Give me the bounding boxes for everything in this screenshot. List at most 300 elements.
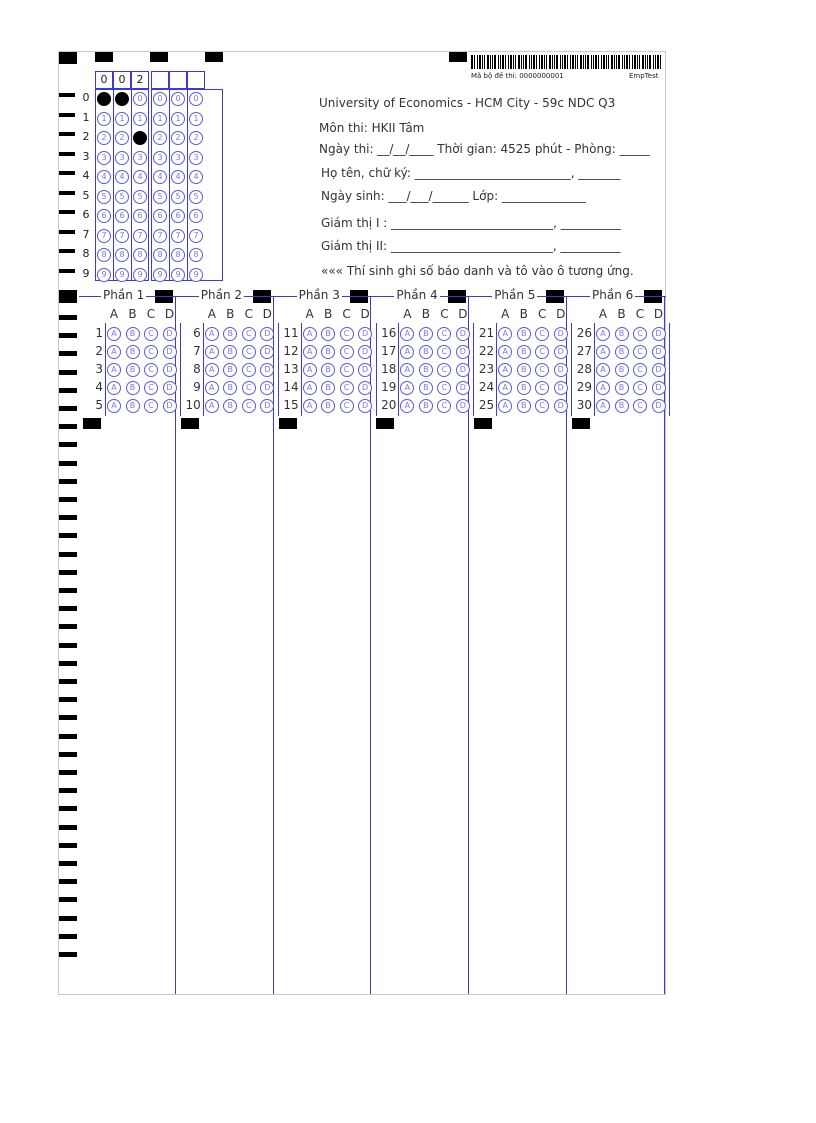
timing-mark (59, 897, 77, 902)
student-id-bubble[interactable]: 8 (153, 248, 167, 262)
barcode-bar (655, 55, 656, 69)
student-id-bubble[interactable]: 7 (189, 229, 203, 243)
answer-bubble[interactable]: A (596, 399, 610, 413)
answer-bubble[interactable]: C (144, 381, 158, 395)
timing-mark (59, 952, 77, 957)
answer-bubble[interactable]: A (400, 381, 414, 395)
answer-bubble[interactable]: D (358, 381, 372, 395)
timing-mark (59, 52, 77, 64)
answer-bubble[interactable]: D (554, 327, 568, 341)
answer-bubble[interactable]: D (652, 327, 666, 341)
student-id-bubble[interactable]: 4 (97, 170, 111, 184)
answer-bubble[interactable]: D (456, 327, 470, 341)
answer-bubble[interactable]: D (260, 345, 274, 359)
answer-bubble[interactable]: C (340, 399, 354, 413)
answer-bubble[interactable]: A (596, 327, 610, 341)
barcode-bar (577, 55, 578, 69)
answer-bubble[interactable]: C (437, 363, 451, 377)
brand-label: EmpTest (629, 72, 659, 80)
answer-bubble[interactable]: C (144, 399, 158, 413)
option-header: C (537, 307, 547, 321)
barcode-bar (477, 55, 478, 69)
answer-bubble[interactable]: A (596, 363, 610, 377)
answer-bubble[interactable]: A (400, 363, 414, 377)
student-id-bubble[interactable]: 7 (97, 229, 111, 243)
answer-bubble[interactable]: C (633, 381, 647, 395)
student-id-digit-box[interactable]: 0 (113, 71, 131, 89)
question-number: 16 (381, 326, 397, 340)
question-number: 10 (185, 398, 201, 412)
answer-bubble[interactable]: B (321, 345, 335, 359)
student-id-bubble[interactable]: 4 (189, 170, 203, 184)
row-digit-label: 7 (82, 227, 90, 241)
answer-bubble[interactable]: B (517, 399, 531, 413)
option-header: B (323, 307, 333, 321)
answer-bubble[interactable]: B (517, 363, 531, 377)
barcode-bar (614, 55, 615, 69)
answer-bubble[interactable]: D (163, 381, 177, 395)
answer-bubble[interactable]: C (633, 345, 647, 359)
answer-bubble[interactable]: C (242, 345, 256, 359)
answer-bubble[interactable]: B (321, 327, 335, 341)
barcode-bar (523, 55, 524, 69)
answer-bubble[interactable]: A (596, 345, 610, 359)
student-id-bubble[interactable]: 6 (115, 209, 129, 223)
answer-bubble[interactable]: B (223, 399, 237, 413)
answer-bubble[interactable]: B (615, 327, 629, 341)
answer-bubble[interactable]: C (437, 399, 451, 413)
student-id-bubble[interactable]: 9 (171, 268, 185, 282)
answer-bubble[interactable]: D (260, 399, 274, 413)
timing-mark (59, 624, 77, 629)
question-number: 26 (576, 326, 592, 340)
answer-bubble[interactable]: B (126, 381, 140, 395)
option-header: A (598, 307, 608, 321)
student-id-bubble[interactable]: 0 (133, 92, 147, 106)
timing-mark (59, 191, 75, 195)
answer-bubble[interactable]: A (107, 327, 121, 341)
answer-bubble[interactable]: D (456, 399, 470, 413)
answer-bubble[interactable]: C (144, 345, 158, 359)
question-number: 25 (478, 398, 495, 412)
answer-bubble[interactable]: A (498, 381, 512, 395)
option-header: D (458, 307, 468, 321)
student-id-bubble[interactable]: 3 (115, 151, 129, 165)
barcode-bar (639, 55, 640, 69)
answer-bubble[interactable]: A (498, 327, 512, 341)
student-id-bubble[interactable]: 3 (133, 151, 147, 165)
student-id-digit-box[interactable] (169, 71, 187, 89)
answer-bubble[interactable]: B (126, 345, 140, 359)
barcode-bar (618, 55, 620, 69)
barcode-bar (564, 55, 566, 69)
barcode-bar (546, 55, 547, 69)
answer-bubble[interactable]: B (615, 363, 629, 377)
barcode-bar (611, 55, 613, 69)
student-id-bubble[interactable]: 2 (133, 131, 147, 145)
student-id-bubble[interactable]: 4 (171, 170, 185, 184)
timing-mark (59, 132, 75, 136)
student-id-bubble[interactable]: 1 (171, 112, 185, 126)
barcode-bar (505, 55, 506, 69)
student-id-bubble[interactable]: 1 (153, 112, 167, 126)
answer-bubble[interactable]: A (303, 381, 317, 395)
row-digit-label: 5 (82, 188, 90, 202)
answer-bubble[interactable]: C (633, 327, 647, 341)
answer-bubble[interactable]: A (400, 345, 414, 359)
answer-bubble[interactable]: C (437, 381, 451, 395)
answer-bubble[interactable]: B (223, 327, 237, 341)
student-id-bubble[interactable]: 2 (115, 131, 129, 145)
answer-bubble[interactable]: B (419, 327, 433, 341)
answer-bubble[interactable]: A (498, 363, 512, 377)
timing-mark (474, 418, 492, 429)
answer-bubble[interactable]: D (358, 327, 372, 341)
answer-bubble[interactable]: D (554, 345, 568, 359)
barcode-bar (660, 55, 661, 69)
barcode-bar (622, 55, 623, 69)
student-id-bubble[interactable]: 6 (189, 209, 203, 223)
question-number: 7 (193, 344, 201, 358)
student-id-bubble[interactable]: 6 (153, 209, 167, 223)
student-id-bubble[interactable]: 3 (189, 151, 203, 165)
barcode-bar (508, 55, 509, 69)
answer-bubble[interactable]: C (633, 363, 647, 377)
answer-bubble[interactable]: B (223, 345, 237, 359)
answer-bubble[interactable]: C (535, 345, 549, 359)
question-number: 14 (283, 380, 299, 394)
barcode-bar (562, 55, 563, 69)
timing-mark (59, 715, 77, 720)
barcode-bar (552, 55, 553, 69)
barcode (471, 55, 665, 69)
timing-mark (59, 861, 77, 866)
timing-mark (95, 52, 113, 62)
answer-sheet (58, 51, 666, 995)
timing-mark (59, 351, 77, 356)
answer-bubble[interactable]: B (419, 363, 433, 377)
answer-bubble[interactable]: A (596, 381, 610, 395)
answer-bubble[interactable]: B (223, 363, 237, 377)
answer-bubble[interactable]: D (163, 399, 177, 413)
timing-mark (59, 210, 75, 214)
student-id-bubble[interactable]: 1 (133, 112, 147, 126)
row-digit-label: 4 (82, 169, 90, 182)
student-id-bubble[interactable]: 0 (153, 92, 167, 106)
option-header: C (244, 307, 253, 321)
timing-mark (59, 643, 77, 648)
answer-bubble[interactable]: C (340, 381, 354, 395)
question-number: 22 (478, 344, 495, 358)
answer-bubble[interactable]: A (400, 399, 414, 413)
answer-bubble[interactable]: C (242, 327, 256, 341)
timing-mark (59, 879, 77, 884)
timing-mark (59, 606, 77, 611)
option-header: D (653, 307, 664, 321)
student-id-digit-box[interactable]: 0 (95, 71, 113, 89)
timing-mark (59, 788, 77, 793)
answer-bubble[interactable]: B (615, 381, 629, 395)
barcode-bar (518, 55, 520, 69)
student-id-bubble[interactable]: 2 (97, 131, 111, 145)
answer-bubble[interactable]: B (615, 399, 629, 413)
answer-bubble[interactable]: C (242, 399, 256, 413)
barcode-bar (525, 55, 527, 69)
student-id-bubble[interactable]: 9 (189, 268, 203, 282)
barcode-bar (500, 55, 501, 69)
answer-bubble[interactable]: C (144, 363, 158, 377)
timing-mark (59, 734, 77, 739)
timing-mark (59, 171, 75, 175)
barcode-bar (510, 55, 512, 69)
answer-bubble[interactable]: D (163, 345, 177, 359)
answer-bubble[interactable]: B (223, 381, 237, 395)
answer-bubble[interactable]: A (205, 327, 219, 341)
timing-mark (59, 770, 77, 775)
timing-mark (59, 333, 77, 338)
student-id-bubble[interactable]: 7 (133, 229, 147, 243)
answer-bubble[interactable]: D (163, 363, 177, 377)
answer-bubble[interactable]: C (340, 327, 354, 341)
answer-bubble[interactable]: C (437, 327, 451, 341)
answer-bubble[interactable]: B (126, 399, 140, 413)
student-id-bubble[interactable]: 0 (97, 92, 111, 106)
option-header: A (403, 307, 412, 321)
student-id-bubble[interactable]: 4 (133, 170, 147, 184)
barcode-bar (498, 55, 499, 69)
answer-bubble[interactable]: A (498, 345, 512, 359)
barcode-bar (624, 55, 625, 69)
student-id-bubble[interactable]: 0 (171, 92, 185, 106)
answer-bubble[interactable]: A (205, 363, 219, 377)
question-number: 20 (381, 398, 397, 412)
timing-mark (59, 406, 77, 411)
row-digit-label: 0 (82, 91, 90, 104)
answer-bubble[interactable]: D (554, 381, 568, 395)
answer-bubble[interactable]: B (321, 381, 335, 395)
answer-bubble[interactable]: B (517, 381, 531, 395)
barcode-bar (595, 55, 597, 69)
timing-mark (59, 806, 77, 811)
student-id-digit-box[interactable] (187, 71, 205, 89)
answer-bubble[interactable]: A (107, 363, 121, 377)
answer-bubble[interactable]: D (260, 327, 274, 341)
barcode-bar (567, 55, 568, 69)
answer-bubble[interactable]: C (633, 399, 647, 413)
barcode-bar (606, 55, 607, 69)
answer-bubble[interactable]: C (242, 363, 256, 377)
answer-bubble[interactable]: D (456, 345, 470, 359)
student-id-bubble[interactable]: 7 (115, 229, 129, 243)
answer-bubble[interactable]: C (535, 399, 549, 413)
option-header: B (519, 307, 528, 321)
timing-mark (59, 497, 77, 502)
grid-line (113, 89, 114, 281)
row-digit-label: 8 (82, 247, 90, 260)
barcode-bar (583, 55, 584, 69)
part-label: Phần 2 (200, 288, 243, 302)
part-label: Phần 4 (396, 288, 438, 302)
answer-bubble[interactable]: A (303, 327, 317, 341)
student-id-bubble[interactable]: 2 (171, 131, 185, 145)
row-digit-label: 2 (82, 130, 90, 143)
answer-bubble[interactable]: C (242, 381, 256, 395)
answer-bubble[interactable]: A (107, 399, 121, 413)
student-id-bubble[interactable]: 5 (171, 190, 185, 204)
question-number: 8 (193, 362, 201, 376)
answer-bubble[interactable]: B (419, 399, 433, 413)
student-id-bubble[interactable]: 4 (153, 170, 167, 184)
timing-mark (59, 370, 77, 375)
answer-bubble[interactable]: D (163, 327, 177, 341)
part-label: Phần 1 (103, 288, 145, 302)
answer-bubble[interactable]: C (437, 345, 451, 359)
answer-bubble[interactable]: D (652, 363, 666, 377)
barcode-bar (544, 55, 545, 69)
question-number: 2 (95, 344, 103, 358)
student-id-bubble[interactable]: 1 (115, 112, 129, 126)
student-id-bubble[interactable]: 8 (97, 248, 111, 262)
question-number: 6 (193, 326, 201, 340)
student-id-bubble[interactable]: 5 (153, 190, 167, 204)
answer-bubble[interactable]: D (358, 399, 372, 413)
row-digit-label: 1 (82, 110, 90, 124)
answer-bubble[interactable]: A (303, 345, 317, 359)
answer-bubble[interactable]: D (456, 363, 470, 377)
answer-bubble[interactable]: B (321, 363, 335, 377)
question-number: 9 (193, 380, 201, 394)
answer-bubble[interactable]: A (303, 363, 317, 377)
student-id-bubble[interactable]: 7 (153, 229, 167, 243)
answer-bubble[interactable]: C (340, 363, 354, 377)
student-id-bubble[interactable]: 2 (153, 131, 167, 145)
question-number: 30 (576, 398, 592, 412)
student-id-bubble[interactable]: 0 (189, 92, 203, 106)
answer-bubble[interactable]: D (652, 381, 666, 395)
answer-bubble[interactable]: B (419, 345, 433, 359)
timing-mark (59, 388, 77, 393)
barcode-bar (632, 55, 633, 69)
student-id-bubble[interactable]: 6 (133, 209, 147, 223)
student-id-bubble[interactable]: 9 (115, 268, 129, 282)
row-digit-label: 6 (82, 208, 90, 221)
answer-bubble[interactable]: D (554, 363, 568, 377)
answer-bubble[interactable]: C (535, 327, 549, 341)
answer-bubble[interactable]: C (535, 381, 549, 395)
student-id-bubble[interactable]: 8 (171, 248, 185, 262)
answer-bubble[interactable]: A (303, 399, 317, 413)
student-id-bubble[interactable]: 9 (97, 268, 111, 282)
barcode-bar (515, 55, 516, 69)
student-id-bubble[interactable]: 5 (189, 190, 203, 204)
answer-bubble[interactable]: A (205, 381, 219, 395)
student-id-bubble[interactable]: 9 (133, 268, 147, 282)
proctor-1-field: Giám thị I : ___________________________, __________ (321, 216, 621, 230)
student-id-digit-box[interactable] (151, 71, 169, 89)
answer-bubble[interactable]: D (554, 399, 568, 413)
student-id-bubble[interactable]: 7 (171, 229, 185, 243)
answer-bubble[interactable]: A (498, 399, 512, 413)
student-id-bubble[interactable]: 8 (189, 248, 203, 262)
answer-bubble[interactable]: A (107, 345, 121, 359)
student-id-bubble[interactable]: 5 (115, 190, 129, 204)
question-number: 5 (95, 398, 103, 412)
answer-bubble[interactable]: B (419, 381, 433, 395)
option-header: C (342, 307, 351, 321)
answer-bubble[interactable]: D (652, 345, 666, 359)
timing-mark (59, 533, 77, 538)
student-id-digit-box[interactable]: 2 (131, 71, 149, 89)
option-header: D (360, 307, 370, 321)
student-id-bubble[interactable]: 3 (97, 151, 111, 165)
answer-bubble[interactable]: C (535, 363, 549, 377)
answer-bubble[interactable]: A (107, 381, 121, 395)
barcode-bar (513, 55, 514, 69)
student-id-bubble[interactable]: 5 (97, 190, 111, 204)
student-id-bubble[interactable]: 5 (133, 190, 147, 204)
student-id-bubble[interactable]: 6 (97, 209, 111, 223)
answer-bubble[interactable]: D (456, 381, 470, 395)
barcode-bar (601, 55, 602, 69)
student-id-bubble[interactable]: 2 (189, 131, 203, 145)
timing-mark (59, 113, 75, 117)
answer-bubble[interactable]: C (340, 345, 354, 359)
answer-bubble[interactable]: D (260, 381, 274, 395)
question-number: 11 (283, 326, 299, 340)
timing-mark (59, 442, 77, 447)
timing-mark (59, 934, 77, 939)
student-id-bubble[interactable]: 1 (97, 112, 111, 126)
student-id-bubble[interactable]: 1 (189, 112, 203, 126)
answer-bubble[interactable]: B (615, 345, 629, 359)
answer-bubble[interactable]: B (126, 363, 140, 377)
answer-bubble[interactable]: D (358, 345, 372, 359)
timing-mark (59, 552, 77, 557)
student-id-bubble[interactable]: 0 (115, 92, 129, 106)
answer-bubble[interactable]: D (358, 363, 372, 377)
question-number: 4 (95, 380, 103, 394)
student-id-bubble[interactable]: 8 (115, 248, 129, 262)
student-id-bubble[interactable]: 4 (115, 170, 129, 184)
barcode-bar (572, 55, 574, 69)
answer-bubble[interactable]: D (652, 399, 666, 413)
timing-mark (59, 916, 77, 921)
student-id-bubble[interactable]: 8 (133, 248, 147, 262)
timing-mark (572, 418, 590, 429)
barcode-bar (634, 55, 636, 69)
barcode-bar (531, 55, 532, 69)
answer-bubble[interactable]: C (144, 327, 158, 341)
answer-bubble[interactable]: B (321, 399, 335, 413)
answer-bubble[interactable]: B (126, 327, 140, 341)
answer-bubble[interactable]: B (517, 345, 531, 359)
student-id-bubble[interactable]: 6 (171, 209, 185, 223)
student-id-bubble[interactable]: 3 (153, 151, 167, 165)
answer-bubble[interactable]: B (517, 327, 531, 341)
student-id-bubble[interactable]: 9 (153, 268, 167, 282)
student-id-bubble[interactable]: 3 (171, 151, 185, 165)
question-number: 29 (576, 380, 592, 394)
dob-class-field: Ngày sinh: ___/___/______ Lớp: ______________ (321, 189, 586, 203)
answer-bubble[interactable]: D (260, 363, 274, 377)
option-header: D (556, 307, 566, 321)
answer-bubble[interactable]: A (205, 399, 219, 413)
answer-bubble[interactable]: A (400, 327, 414, 341)
barcode-bar (549, 55, 551, 69)
answer-bubble[interactable]: A (205, 345, 219, 359)
question-number: 18 (381, 362, 397, 376)
option-header: A (305, 307, 314, 321)
